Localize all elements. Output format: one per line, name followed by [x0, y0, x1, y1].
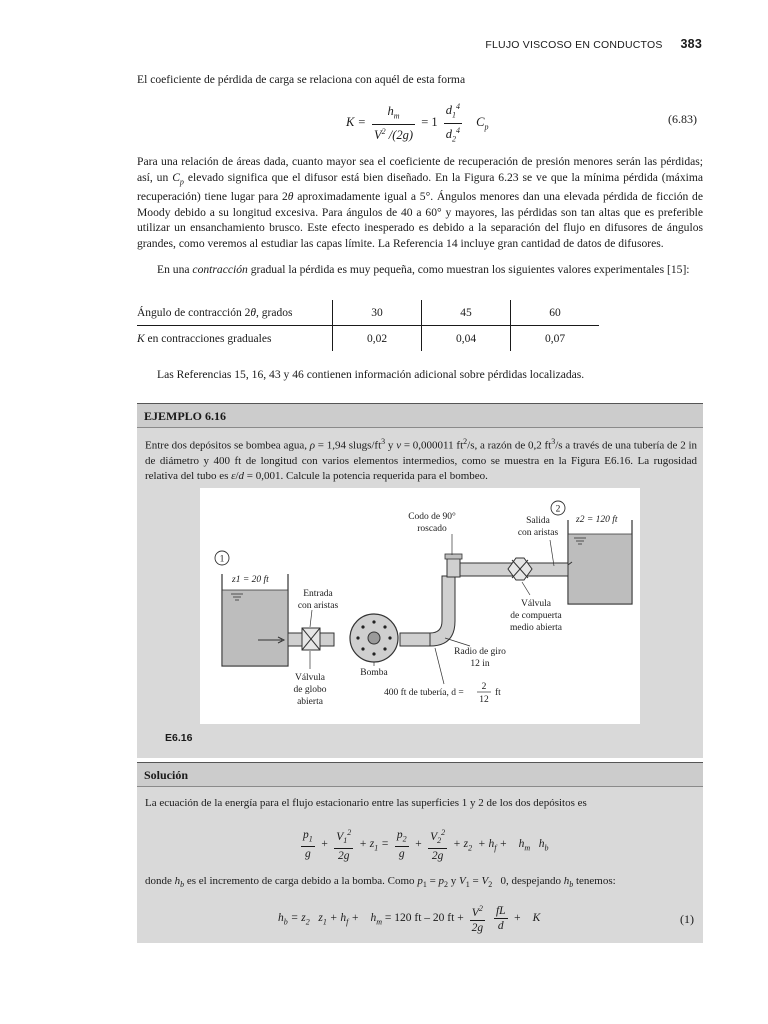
table-cell: 30 [333, 300, 422, 326]
eq-frac2: $\frac{d_1^4}{d_2^4}$ [445, 102, 461, 144]
energy-equation: $\frac{p_1}{g}$ + $\frac{V_1^2}{2g}$ + $z_1$ = $\frac{p_2}{g}$ + $\frac{V_2^2}{2g}$ + $z_2 + h_f$ + $h_m$ $h_b$ [303, 828, 549, 863]
table-cell: 0,07 [511, 326, 600, 352]
mark-2 [551, 501, 565, 515]
table-cell: 0,04 [422, 326, 511, 352]
label-globe-1: Válvula [294, 673, 326, 683]
label-gate-1: Válvula [520, 599, 552, 609]
paragraph-contraction: En una contracción gradual la pérdida es muy pequeña, como muestran los siguientes valores experimentales [15]: [157, 263, 690, 276]
label-gate-2: de compuerta [510, 611, 562, 621]
example-statement: Entre dos depósitos se bombea agua, ρ = 1,94 slugs/$ft^3$ y ν = 0,000011 $ft^2/s$, a razón de 0,2 $ft^3/s$ a través de una tubería de 2 in de diámetro y 400 ft de longitud con varios elementos intermedios, como se muestra en la Figura E6.16. La rugosidad relativa del tubo es ε/d = 0,001. Calcule la potencia requerida para el bombeo. [145, 437, 698, 482]
page-number: 383 [680, 37, 702, 51]
equation-6-83: K = $\frac{h_m}{V^2 /(2g)}$ = 1 $\frac{d_1^4}{d_2^4}$ $C_p$ [346, 100, 506, 146]
mark-2-label: 2 [555, 504, 561, 515]
label-globe-3: abierta [297, 697, 323, 707]
eq-lhs: K = [346, 115, 366, 130]
solution-text-1: La ecuación de la energía para el flujo estacionario entre las superficies 1 y 2 de los dos depósitos es [145, 797, 587, 809]
mark-1-label: 1 [219, 554, 225, 565]
pump-head-equation: $h_b = z_2$ $z_1 + h_f$ + $h_m = 120$ ft – 20 ft + $\frac{V^2}{2g}$ $\frac{fL}{d}$ + K [278, 904, 541, 934]
equation-number: (6.83) [668, 112, 697, 126]
label-entrada-2: con aristas [297, 601, 339, 611]
solution-text-2: donde $h_b$ es el incremento de carga debido a la bomba. Como $p_1 = p_2$ y $V_1 = V_2$ 0, despejando $h_b$ tenemos: [145, 875, 616, 890]
label-radius-1: Radio de giro [454, 647, 506, 657]
contraction-table [137, 300, 599, 351]
references-note: Las Referencias 15, 16, 43 y 46 contienen información adicional sobre pérdidas localizadas. [157, 368, 585, 381]
label-pipe-num: 2 [481, 682, 487, 692]
label-z1: z1 = 20 ft [232, 575, 269, 585]
running-header [485, 37, 702, 51]
solution-title: Solución [137, 762, 703, 787]
header-title: FLUJO VISCOSO EN CONDUCTOS [485, 39, 663, 51]
globe-valve [302, 628, 320, 650]
table-row-label: Ángulo de contracción 2θ, grados [137, 300, 333, 326]
label-pipe: 400 ft de tubería, d = [384, 688, 464, 698]
label-salida-2: con aristas [517, 528, 559, 538]
table-cell: 60 [511, 300, 600, 326]
table-cell: 0,02 [333, 326, 422, 352]
label-gate-3: medio abierta [510, 623, 562, 633]
figure-e6-16 [200, 488, 640, 724]
label-pump: Bomba [360, 668, 388, 678]
table-row [137, 326, 599, 352]
label-entrada-1: Entrada [303, 589, 333, 599]
table-row [137, 300, 599, 326]
label-codo-2: roscado [417, 524, 447, 534]
example-title: EJEMPLO 6.16 [137, 403, 703, 428]
label-globe-2: de globo [293, 685, 327, 695]
label-pipe-den: 12 [479, 695, 489, 705]
label-radius-2: 12 in [470, 659, 490, 669]
equation-number-1: (1) [680, 912, 694, 926]
label-codo-1: Codo de 90° [408, 512, 456, 522]
table-row-label: K en contracciones graduales [137, 332, 272, 345]
label-pipe-unit: ft [495, 688, 501, 698]
paragraph-diffuser: Para una relación de áreas dada, cuanto mayor sea el coeficiente de recuperación de presión menores serán las pérdidas; así, un $C_p$ elevado significa que el difusor está bien diseñado. En la Figura 6.23 se ve que la mínima pérdida (máxima recuperación) tiene lugar para 2θ aproximadamente igual a 5°. Ángulos menores dan una elevada pérdida de ficción de Moody debido a su longitud excesiva. Para ángulos de 40 a 60° y mayores, las pérdidas son tan altas que es preferible utilizar un ensanchamiento brusco. Este efecto inesperado es debido a la separación del flujo en difusores de ángulos grandes, como veremos al estudiar las capas límite. La Referencia 14 incluye gran cantidad de datos de difusores. [137, 155, 703, 250]
table-cell: 45 [422, 300, 511, 326]
label-salida-1: Salida [526, 516, 550, 526]
pump [350, 614, 398, 662]
figure-caption: E6.16 [165, 732, 193, 744]
mark-1 [215, 551, 229, 565]
label-z2: z2 = 120 ft [576, 515, 618, 525]
intro-text: El coeficiente de pérdida de carga se relaciona con aquél de esta forma [137, 73, 466, 86]
eq-frac1: $\frac{h_m}{V^2 /(2g)}$ [374, 104, 414, 142]
